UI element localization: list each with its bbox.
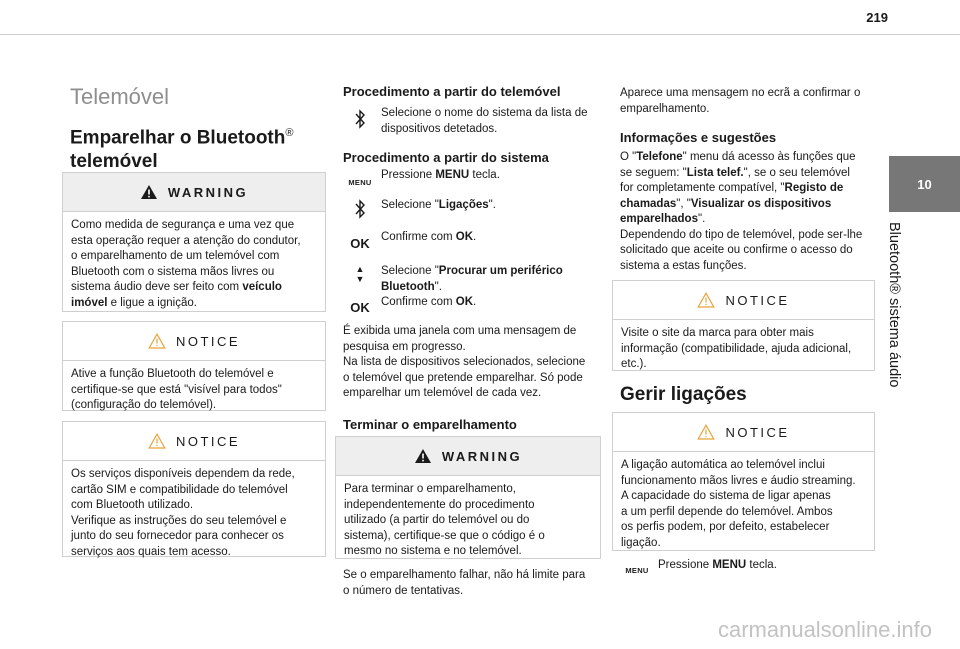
warning-label: WARNING [441,448,523,464]
retry-paragraph: Se o emparelhamento falhar, não há limite para o número de tentativas. [343,569,586,597]
section-title: Telemóvel [70,84,170,109]
notice-label: NOTICE [175,333,241,349]
chapter-number: 10 [917,176,932,192]
warning-box [62,172,326,312]
search-paragraph: É exibida uma janela com uma mensagem de pesquisa em progresso. Na lista de dispositivos selecionados, selecione o telemóvel que pretende emparelhar. Só pode emparelhar um telemóvel de cada vez. [343,325,586,399]
watermark: carmanualsonline.info [717,617,932,642]
chapter-side-title: Bluetooth® sistema áudio [886,222,902,388]
page-number: 219 [866,10,888,25]
heading-finish-pairing: Terminar o emparelhamento [343,417,517,432]
header-rule [0,34,960,35]
bluetooth-icon [354,198,366,220]
notice-box-website [612,280,875,371]
notice-text: Ative a função Bluetooth do telemóvel e certifique-se que está "visível para todos" (configuração do telemóvel). [63,360,325,420]
heading-info-tips: Informações e sugestões [620,130,777,145]
notice-icon [148,433,166,449]
page-heading: Emparelhar o Bluetooth® telemóvel [70,127,294,173]
bluetooth-icon [354,108,366,130]
warning-text: Como medida de segurança e uma vez que esta operação requer a atenção do condutor, o emparelhamento de um telemóvel com Bluetooth com o sistema mãos livres ou sistema áudio deve ser feito com veículo imóvel e ligue a ignição. [63,211,325,317]
chapter-tab[interactable] [889,156,960,212]
heading-from-phone: Procedimento a partir do telemóvel [343,84,561,99]
warning-header [63,173,325,211]
notice-text: Visite o site da marca para obter mais informação (compatibilidade, ajuda adicional, etc.). [613,319,874,379]
notice-icon [697,424,715,440]
menu-key-icon: MENU [348,178,372,187]
notice-header [63,422,325,460]
notice-icon [697,292,715,308]
heading-manage-connections: Gerir ligações [620,384,747,405]
notice-box-services [62,421,326,557]
notice-label: NOTICE [725,292,790,308]
confirm-paragraph: Aparece uma mensagem no ecrã a confirmar o emparelhamento. [620,87,861,115]
warning-box-pairing [335,436,601,559]
warning-label: WARNING [167,184,249,200]
notice-text: A ligação automática ao telemóvel inclui funcionamento mãos livres e áudio streaming. A capacidade do sistema de ligar apenas a um perfil depende do telemóvel. Ambos os perfis podem, por defeito, estabelecer ligação. [613,451,874,557]
info-paragraph: O "Telefone" menu dá acesso às funções que se seguem: "Lista telef.", se o seu telemóvel for completamente compatível, "Registo de chamadas", "Visualizar os dispositivos emparelhados". Dependendo do tipo de telemóvel, pode ser-lhe solicitado que aceite ou confirme o acesso do sistema a estas funções. [620,151,863,272]
notice-header [63,322,325,360]
warning-icon [140,184,158,200]
notice-label: NOTICE [725,424,790,440]
menu-key-icon: MENU [625,566,649,575]
heading-from-system: Procedimento a partir do sistema [343,150,549,165]
warning-text: Para terminar o emparelhamento, independentemente do procedimento utilizado (a partir do telemóvel ou do sistema), certifique-se que o código é o mesmo no sistema e no telemóvel. [336,475,600,566]
warning-icon [414,448,432,464]
notice-icon [148,333,166,349]
notice-header [613,281,874,319]
notice-box-auto-connection [612,412,875,551]
warning-header [336,437,600,475]
notice-text: Os serviços disponíveis dependem da rede, cartão SIM e compatibilidade do telemóvel com Bluetooth utilizado. Verifique as instruções do seu telemóvel e junto do seu fornecedor para conhecer os serviços aos quais tem acesso. [63,460,325,566]
ok-key-icon: OK [350,300,370,315]
notice-box-bluetooth [62,321,326,411]
up-down-arrows-icon: ▲ ▼ [355,264,365,284]
notice-header [613,413,874,451]
notice-label: NOTICE [175,433,241,449]
ok-key-icon: OK [350,236,370,251]
